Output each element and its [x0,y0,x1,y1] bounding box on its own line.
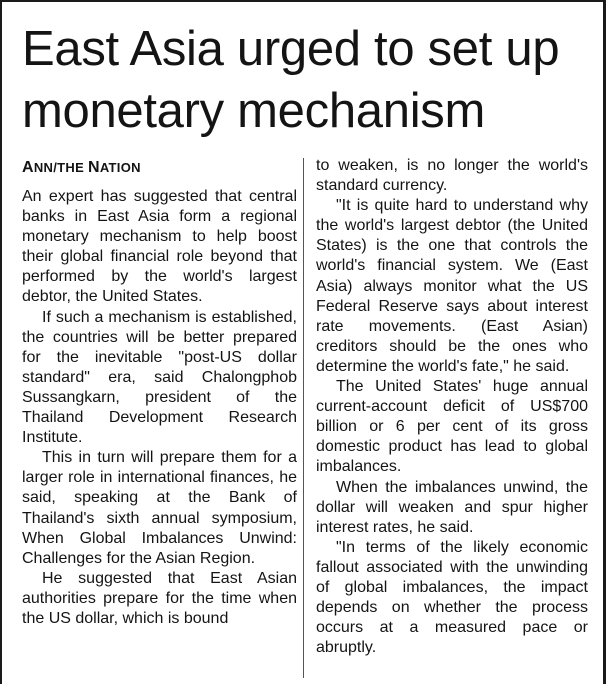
column-divider [303,158,304,678]
article-paragraph: "It is quite hard to understand why the world's largest debtor (the United States) is the one that controls the world's financial system. We (East Asia) always monitor what the US Federal Reserve says about interest rate movements. (East Asian) creditors should be the ones who determine the world's fate," he said. [316,197,588,375]
article-paragraph: This in turn will prepare them for a larger role in international finances, he said, speaking at the Bank of Thailand's sixth annual symposium, When Global Imbalances Unwind: Challenges for the Asian Region. [22,449,297,567]
article-paragraph: He suggested that East Asian authorities prepare for the time when the US dollar, which is bound [22,569,297,627]
article-headline: East Asia urged to set up monetary mechanism [22,22,560,138]
article-paragraph: to weaken, is no longer the world's standard currency. [316,157,588,195]
page-border-left [0,0,2,684]
article-byline: ANN/THE NATION [22,159,141,176]
article-paragraph: If such a mechanism is established, the countries will be better prepared for the inevitable "post-US dollar standard" era, said Chalongphob Sussangkarn, president of the Thailand Development Research Institute. [22,308,297,447]
article-column-left [22,158,297,629]
article-paragraph: An expert has suggested that central banks in East Asia form a regional monetary mechanism to help boost their global financial role beyond that performed by the world's largest debtor, the United States. [22,188,297,306]
article-paragraph: "In terms of the likely economic fallout associated with the unwinding of global imbalances, the impact depends on whether the process occurs at a measured pace or abruptly. [316,538,588,657]
article-paragraph: The United States' huge annual current-account deficit of US$700 billion or 6 per cent of its gross domestic product has lead to global imbalances. [316,378,588,476]
article-column-right [316,156,588,658]
article-paragraph: When the imbalances unwind, the dollar will weaken and spur higher interest rates, he said. [316,478,588,536]
page-border-top [0,0,606,2]
